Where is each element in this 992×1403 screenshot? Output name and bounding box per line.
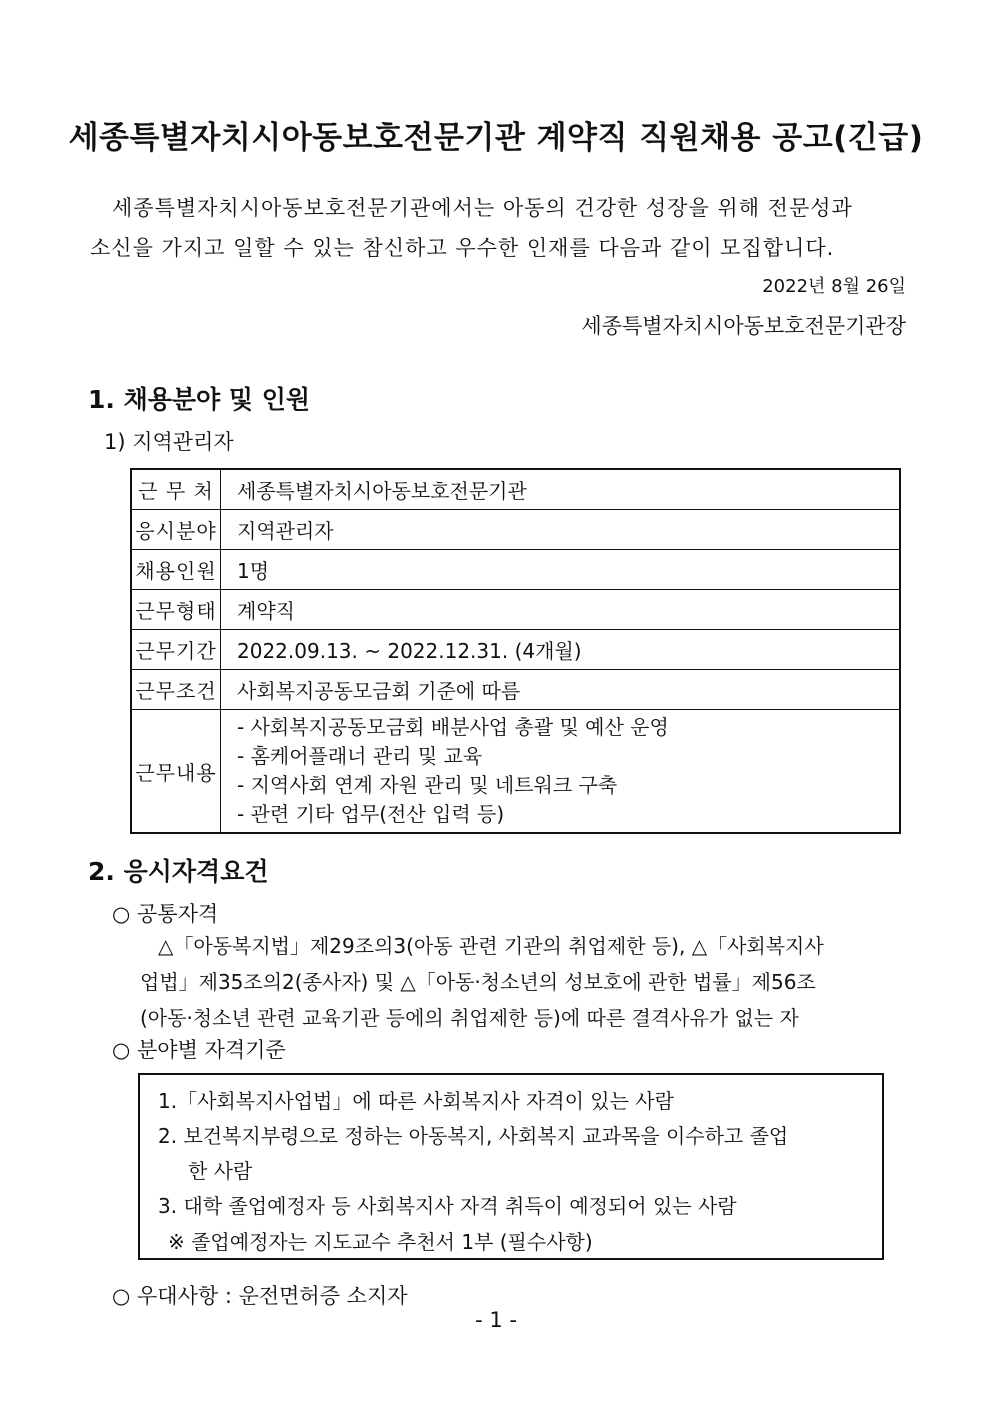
criteria-box: [138, 1073, 884, 1260]
table-value: 지역관리자: [221, 510, 901, 550]
common-qualification-line: (아동·청소년 관련 교육기관 등에의 취업제한 등)에 따른 결격사유가 없는 자: [140, 1006, 799, 1030]
table-value: 사회복지공동모금회 기준에 따름: [221, 670, 901, 710]
table-key: 근 무 처: [131, 469, 221, 510]
page-number: - 1 -: [475, 1308, 517, 1332]
field-criteria-label: ○ 분야별 자격기준: [112, 1038, 286, 1062]
duty-item: - 사회복지공동모금회 배분사업 총괄 및 예산 운영: [237, 715, 669, 739]
preference-line: ○ 우대사항 : 운전면허증 소지자: [112, 1284, 408, 1308]
section-1-subheading: 1) 지역관리자: [104, 430, 234, 454]
duty-item: - 관련 기타 업무(전산 입력 등): [237, 802, 505, 826]
criteria-item: 2. 보건복지부령으로 정하는 아동복지, 사회복지 교과목을 이수하고 졸업: [158, 1124, 789, 1148]
common-qualification-label: ○ 공통자격: [112, 902, 219, 926]
announcement-date: 2022년 8월 26일: [762, 276, 906, 297]
table-key: 근무조건: [131, 670, 221, 710]
duties-cell: [221, 710, 901, 834]
criteria-item: 1.「사회복지사업법」에 따른 사회복지사 자격이 있는 사람: [158, 1089, 674, 1113]
table-row: [131, 469, 900, 510]
issuer-name: 세종특별자치시아동보호전문기관장: [581, 314, 906, 338]
table-value: 1명: [221, 550, 901, 590]
duty-item: - 지역사회 연계 자원 관리 및 네트워크 구축: [237, 773, 618, 797]
section-1-heading: 1. 채용분야 및 인원: [88, 385, 311, 414]
duty-item: - 홈케어플래너 관리 및 교육: [237, 744, 483, 768]
page-title: 세종특별자치시아동보호전문기관 계약직 직원채용 공고(긴급): [68, 120, 924, 156]
criteria-item: 3. 대학 졸업예정자 등 사회복지사 자격 취득이 예정되어 있는 사람: [158, 1194, 737, 1218]
table-value: 세종특별자치시아동보호전문기관: [221, 469, 901, 510]
table-row: [131, 590, 900, 630]
section-2-heading: 2. 응시자격요건: [88, 857, 269, 886]
table-row: [131, 670, 900, 710]
table-key: 채용인원: [131, 550, 221, 590]
table-value: 계약직: [221, 590, 901, 630]
table-key: 근무형태: [131, 590, 221, 630]
table-row: [131, 630, 900, 670]
table-row: [131, 710, 900, 834]
table-value: 2022.09.13. ~ 2022.12.31. (4개월): [221, 630, 901, 670]
table-row: [131, 550, 900, 590]
common-qualification-line: △「아동복지법」제29조의3(아동 관련 기관의 취업제한 등), △「사회복지사: [158, 934, 824, 958]
criteria-note: ※ 졸업예정자는 지도교수 추천서 1부 (필수사항): [168, 1230, 593, 1254]
common-qualification-line: 업법」제35조의2(종사자) 및 △「아동·청소년의 성보호에 관한 법률」제56조: [140, 970, 816, 994]
table-key: 응시분야: [131, 510, 221, 550]
table-key: 근무기간: [131, 630, 221, 670]
criteria-item: 한 사람: [188, 1159, 253, 1183]
table-row: [131, 510, 900, 550]
intro-line-2: 소신을 가지고 일할 수 있는 참신하고 우수한 인재를 다음과 같이 모집합니다.: [90, 236, 835, 260]
table-key: 근무내용: [131, 710, 221, 834]
intro-line-1: 세종특별자치시아동보호전문기관에서는 아동의 건강한 성장을 위해 전문성과: [112, 196, 853, 220]
recruitment-info-table: [130, 468, 901, 834]
